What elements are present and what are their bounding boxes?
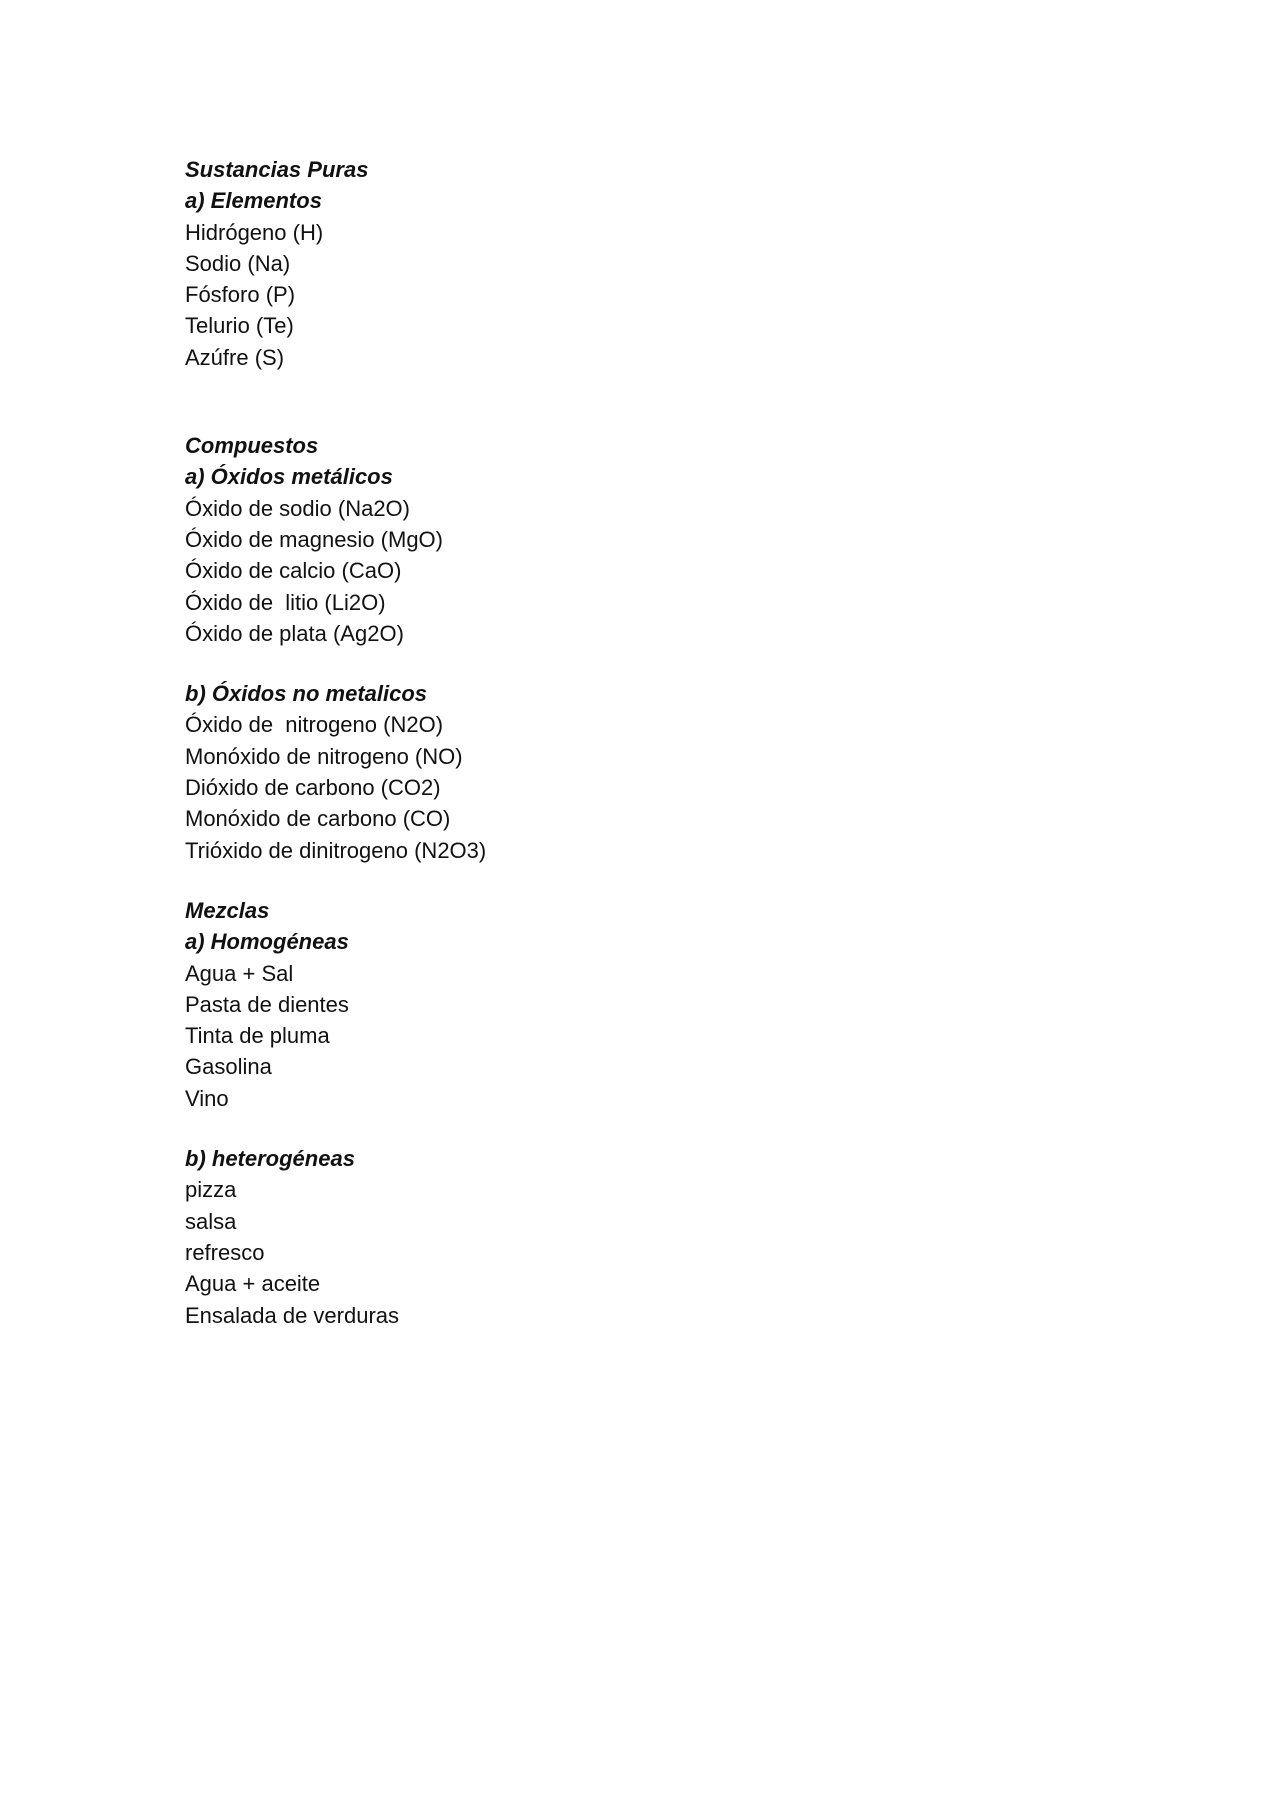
section-title: Compuestos — [185, 433, 319, 459]
list-item: Vino — [185, 1085, 229, 1111]
list-item: salsa — [185, 1208, 237, 1234]
list-item: Óxido de plata (Ag2O) — [185, 620, 404, 646]
list-item: Pasta de dientes — [185, 991, 349, 1017]
list-item: Trióxido de dinitrogeno (N2O3) — [185, 837, 487, 863]
list-item: Hidrógeno (H) — [185, 219, 324, 245]
oxidos-metalicos-list — [185, 493, 1085, 649]
list-item: Óxido de magnesio (MgO) — [185, 526, 443, 552]
list-item: Dióxido de carbono (CO2) — [185, 775, 441, 801]
document-body — [185, 154, 1085, 1331]
section-mezclas — [185, 895, 1085, 1331]
elementos-list — [185, 217, 1085, 373]
heterogeneas-list — [185, 1174, 1085, 1330]
subsection-heading: a) Óxidos metálicos — [185, 464, 393, 490]
spacer — [185, 866, 1085, 895]
spacer — [185, 373, 1085, 430]
list-item: Sodio (Na) — [185, 250, 291, 276]
list-item: Ensalada de verduras — [185, 1302, 400, 1328]
list-item: Gasolina — [185, 1054, 272, 1080]
list-item: Agua + Sal — [185, 960, 294, 986]
list-item: refresco — [185, 1239, 265, 1265]
list-item: Óxido de sodio (Na2O) — [185, 495, 410, 521]
list-item: Óxido de nitrogeno (N2O) — [185, 712, 444, 738]
list-item: Óxido de litio (Li2O) — [185, 589, 386, 615]
subsection-heading: b) heterogéneas — [185, 1146, 355, 1172]
subsection-heading: b) Óxidos no metalicos — [185, 681, 428, 707]
subsection-heading: a) Elementos — [185, 188, 322, 214]
section-sustancias-puras — [185, 154, 1085, 373]
list-item: Agua + aceite — [185, 1271, 321, 1297]
section-title: Sustancias Puras — [185, 157, 369, 182]
list-item: Tinta de pluma — [185, 1023, 330, 1049]
list-item: Monóxido de carbono (CO) — [185, 806, 451, 832]
list-item: Monóxido de nitrogeno (NO) — [185, 743, 463, 769]
subsection-heading: a) Homogéneas — [185, 929, 349, 955]
list-item: Telurio (Te) — [185, 313, 294, 339]
section-title: Mezclas — [185, 897, 270, 923]
list-item: Azúfre (S) — [185, 344, 285, 370]
list-item: Óxido de calcio (CaO) — [185, 558, 402, 584]
list-item: Fósforo (P) — [185, 282, 296, 308]
spacer — [185, 649, 1085, 678]
list-item: pizza — [185, 1177, 237, 1203]
section-compuestos — [185, 430, 1085, 866]
homogeneas-list — [185, 958, 1085, 1114]
oxidos-no-metalicos-list — [185, 709, 1085, 865]
spacer — [185, 1114, 1085, 1143]
